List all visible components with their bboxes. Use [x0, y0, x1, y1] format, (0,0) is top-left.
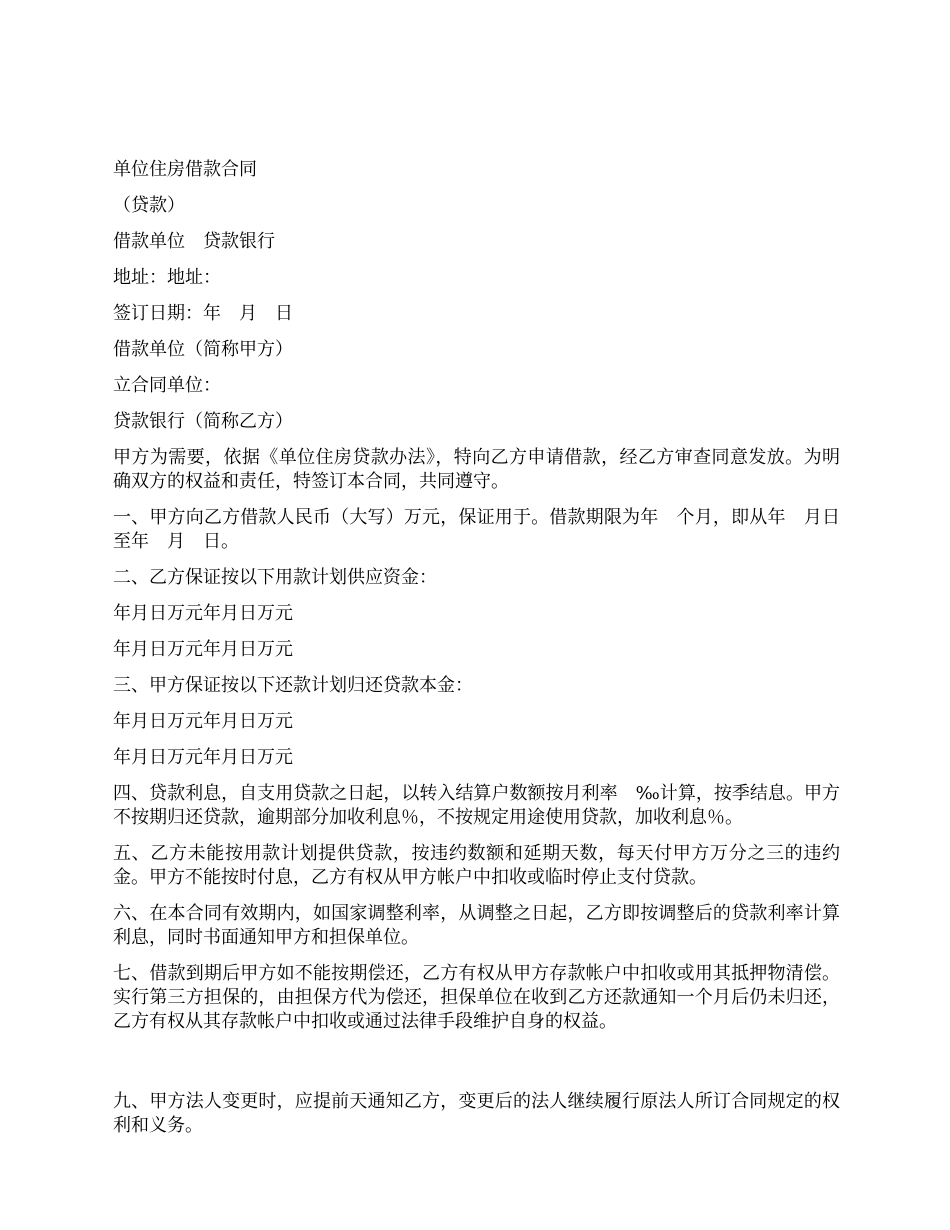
contract-unit: 立合同单位： [113, 375, 221, 396]
document-subtitle: （贷款） [113, 195, 185, 216]
clause-2-row-2: 年月日万元年月日万元 [113, 639, 293, 660]
clause-4: 四、贷款利息，自支用贷款之日起，以转入结算户数额按月利率 ‰计算，按季结息。甲方不按期归还贷款，逾期部分加收利息％，不按规定用途使用贷款，加收利息％。 [113, 783, 840, 828]
sign-date: 签订日期：年 月 日 [113, 303, 293, 324]
preamble: 甲方为需要，依据《单位住房贷款办法》，特向乙方申请借款，经乙方审查同意发放。为明确双方的权益和责任，特签订本合同，共同遵守。 [113, 447, 840, 492]
clause-7: 七、借款到期后甲方如不能按期偿还，乙方有权从甲方存款帐户中扣收或用其抵押物清偿。实行第三方担保的，由担保方代为偿还，担保单位在收到乙方还款通知一个月后仍未归还，乙方有权从其存款帐户中扣收或通过法律手段维护自身的权益。 [113, 963, 840, 1032]
document-title: 单位住房借款合同 [113, 159, 257, 180]
clause-2-row-1: 年月日万元年月日万元 [113, 603, 293, 624]
document-body [113, 158, 840, 1150]
clause-2: 二、乙方保证按以下用款计划供应资金： [113, 567, 437, 588]
parties-line: 借款单位 贷款银行 [113, 231, 275, 252]
clause-3: 三、甲方保证按以下还款计划归还贷款本金： [113, 675, 473, 696]
clause-1: 一、甲方向乙方借款人民币（大写）万元，保证用于。借款期限为年 个月，即从年 月日至年 月 日。 [113, 507, 840, 552]
address-line: 地址：地址： [113, 267, 221, 288]
clause-9: 九、甲方法人变更时，应提前天通知乙方，变更后的法人继续履行原法人所订合同规定的权利和义务。 [113, 1091, 840, 1136]
clause-3-row-1: 年月日万元年月日万元 [113, 711, 293, 732]
party-b-label: 贷款银行（简称乙方） [113, 411, 293, 432]
party-a-label: 借款单位（简称甲方） [113, 339, 293, 360]
clause-3-row-2: 年月日万元年月日万元 [113, 747, 293, 768]
clause-5: 五、乙方未能按用款计划提供贷款，按违约数额和延期天数，每天付甲方万分之三的违约金。甲方不能按时付息，乙方有权从甲方帐户中扣收或临时停止支付贷款。 [113, 843, 840, 888]
blank-gap [113, 1046, 840, 1090]
clause-6: 六、在本合同有效期内，如国家调整利率，从调整之日起，乙方即按调整后的贷款利率计算利息，同时书面通知甲方和担保单位。 [113, 903, 840, 948]
